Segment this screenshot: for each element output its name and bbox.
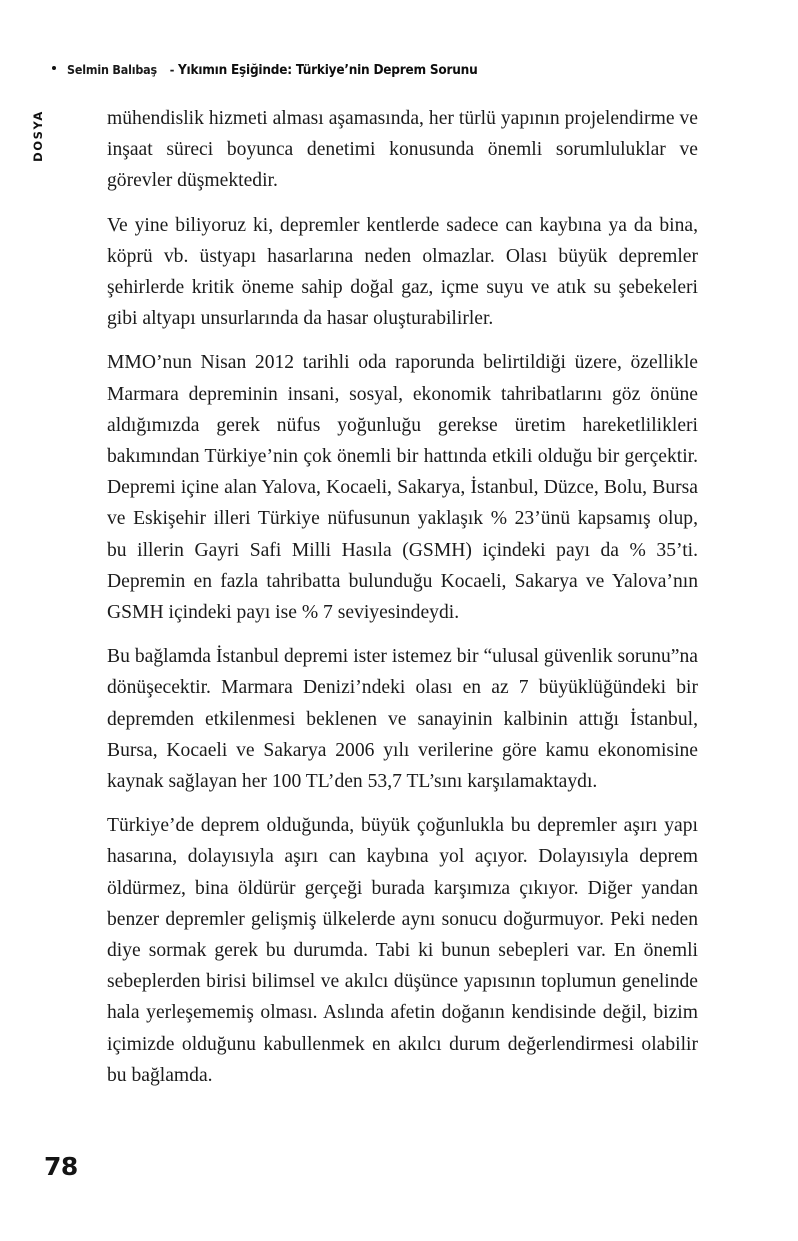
running-header-title: Yıkımın Eşiğinde: Türkiye’nin Deprem Sorunu: [178, 63, 478, 78]
running-header-separator: -: [169, 62, 175, 77]
section-tab: [16, 96, 60, 176]
paragraph: mühendislik hizmeti alması aşamasında, her türlü yapının projelendirme ve inşaat süreci boyunca denetimi konusunda önemli sorumluluklar ve görevler düşmektedir.: [107, 108, 698, 192]
page-number: 78: [44, 1152, 78, 1181]
body-text-column: [107, 103, 698, 1091]
bullet-icon: [52, 66, 56, 70]
running-header-author: Selmin Balıbaş: [67, 62, 157, 77]
paragraph: MMO’nun Nisan 2012 tarihli oda raporunda belirtildiği üzere, özellikle Marmara depreminin insani, sosyal, ekonomik tahribatlarını göz önüne aldığımızda gerek nüfus yoğunluğu gerekse üretim hareketlilikleri bakımından Türkiye’nin çok önemli bir hattında etkili olduğu bir gerçektir. Depremi içine alan Yalova, Kocaeli, Sakarya, İstanbul, Düzce, Bolu, Bursa ve Eskişehir illeri Türkiye nüfusunun yaklaşık % 23’ünü kapsamış olup, bu illerin Gayri Safi Milli Hasıla (GSMH) içindeki payı da % 35’ti. Depremin en fazla tahribatta bulunduğu Kocaeli, Sakarya ve Yalova’nın GSMH içindeki payı ise % 7 seviyesindeydi.: [107, 352, 698, 624]
running-header: [52, 62, 504, 78]
paragraph: Ve yine biliyoruz ki, depremler kentlerde sadece can kaybına ya da bina, köprü vb. üstyapı hasarlarına neden olmazlar. Olası büyük depremler şehirlerde kritik öneme sahip doğal gaz, içme suyu ve atık su şebekeleri gibi altyapı unsurlarında da hasar oluşturabilirler.: [107, 214, 698, 330]
section-tab-label: DOSYA: [31, 110, 45, 162]
paragraph: Bu bağlamda İstanbul depremi ister istemez bir “ulusal güvenlik sorunu”na dönüşecektir. Marmara Denizi’ndeki olası en az 7 büyüklüğündeki bir depremden etkilenmesi beklenen ve sanayinin kalbinin attığı İstanbul, Bursa, Kocaeli ve Sakarya 2006 yılı verilerine göre kamu ekonomisine kaynak sağlayan her 100 TL’den 53,7 TL’sını karşılamaktaydı.: [107, 646, 698, 793]
paragraph: Türkiye’de deprem olduğunda, büyük çoğunlukla bu depremler aşırı yapı hasarına, dolayısıyla aşırı can kaybına yol açıyor. Dolayısıyla deprem öldürmez, bina öldürür gerçeği burada karşımıza çıkıyor. Diğer yandan benzer depremler gelişmiş ülkelerde aynı sonucu doğurmuyor. Peki neden diye sormak gerek bu durumda. Tabi ki bunun sebepleri var. En önemli sebeplerden birisi bilimsel ve akılcı düşünce yapısının toplumun genelinde hala yerleşememiş olması. Aslında afetin doğanın kendisinde değil, bizim içimizde olduğunu kabullenmek en akılcı durum değerlendirmesi olabilir bu bağlamda.: [107, 815, 698, 1086]
